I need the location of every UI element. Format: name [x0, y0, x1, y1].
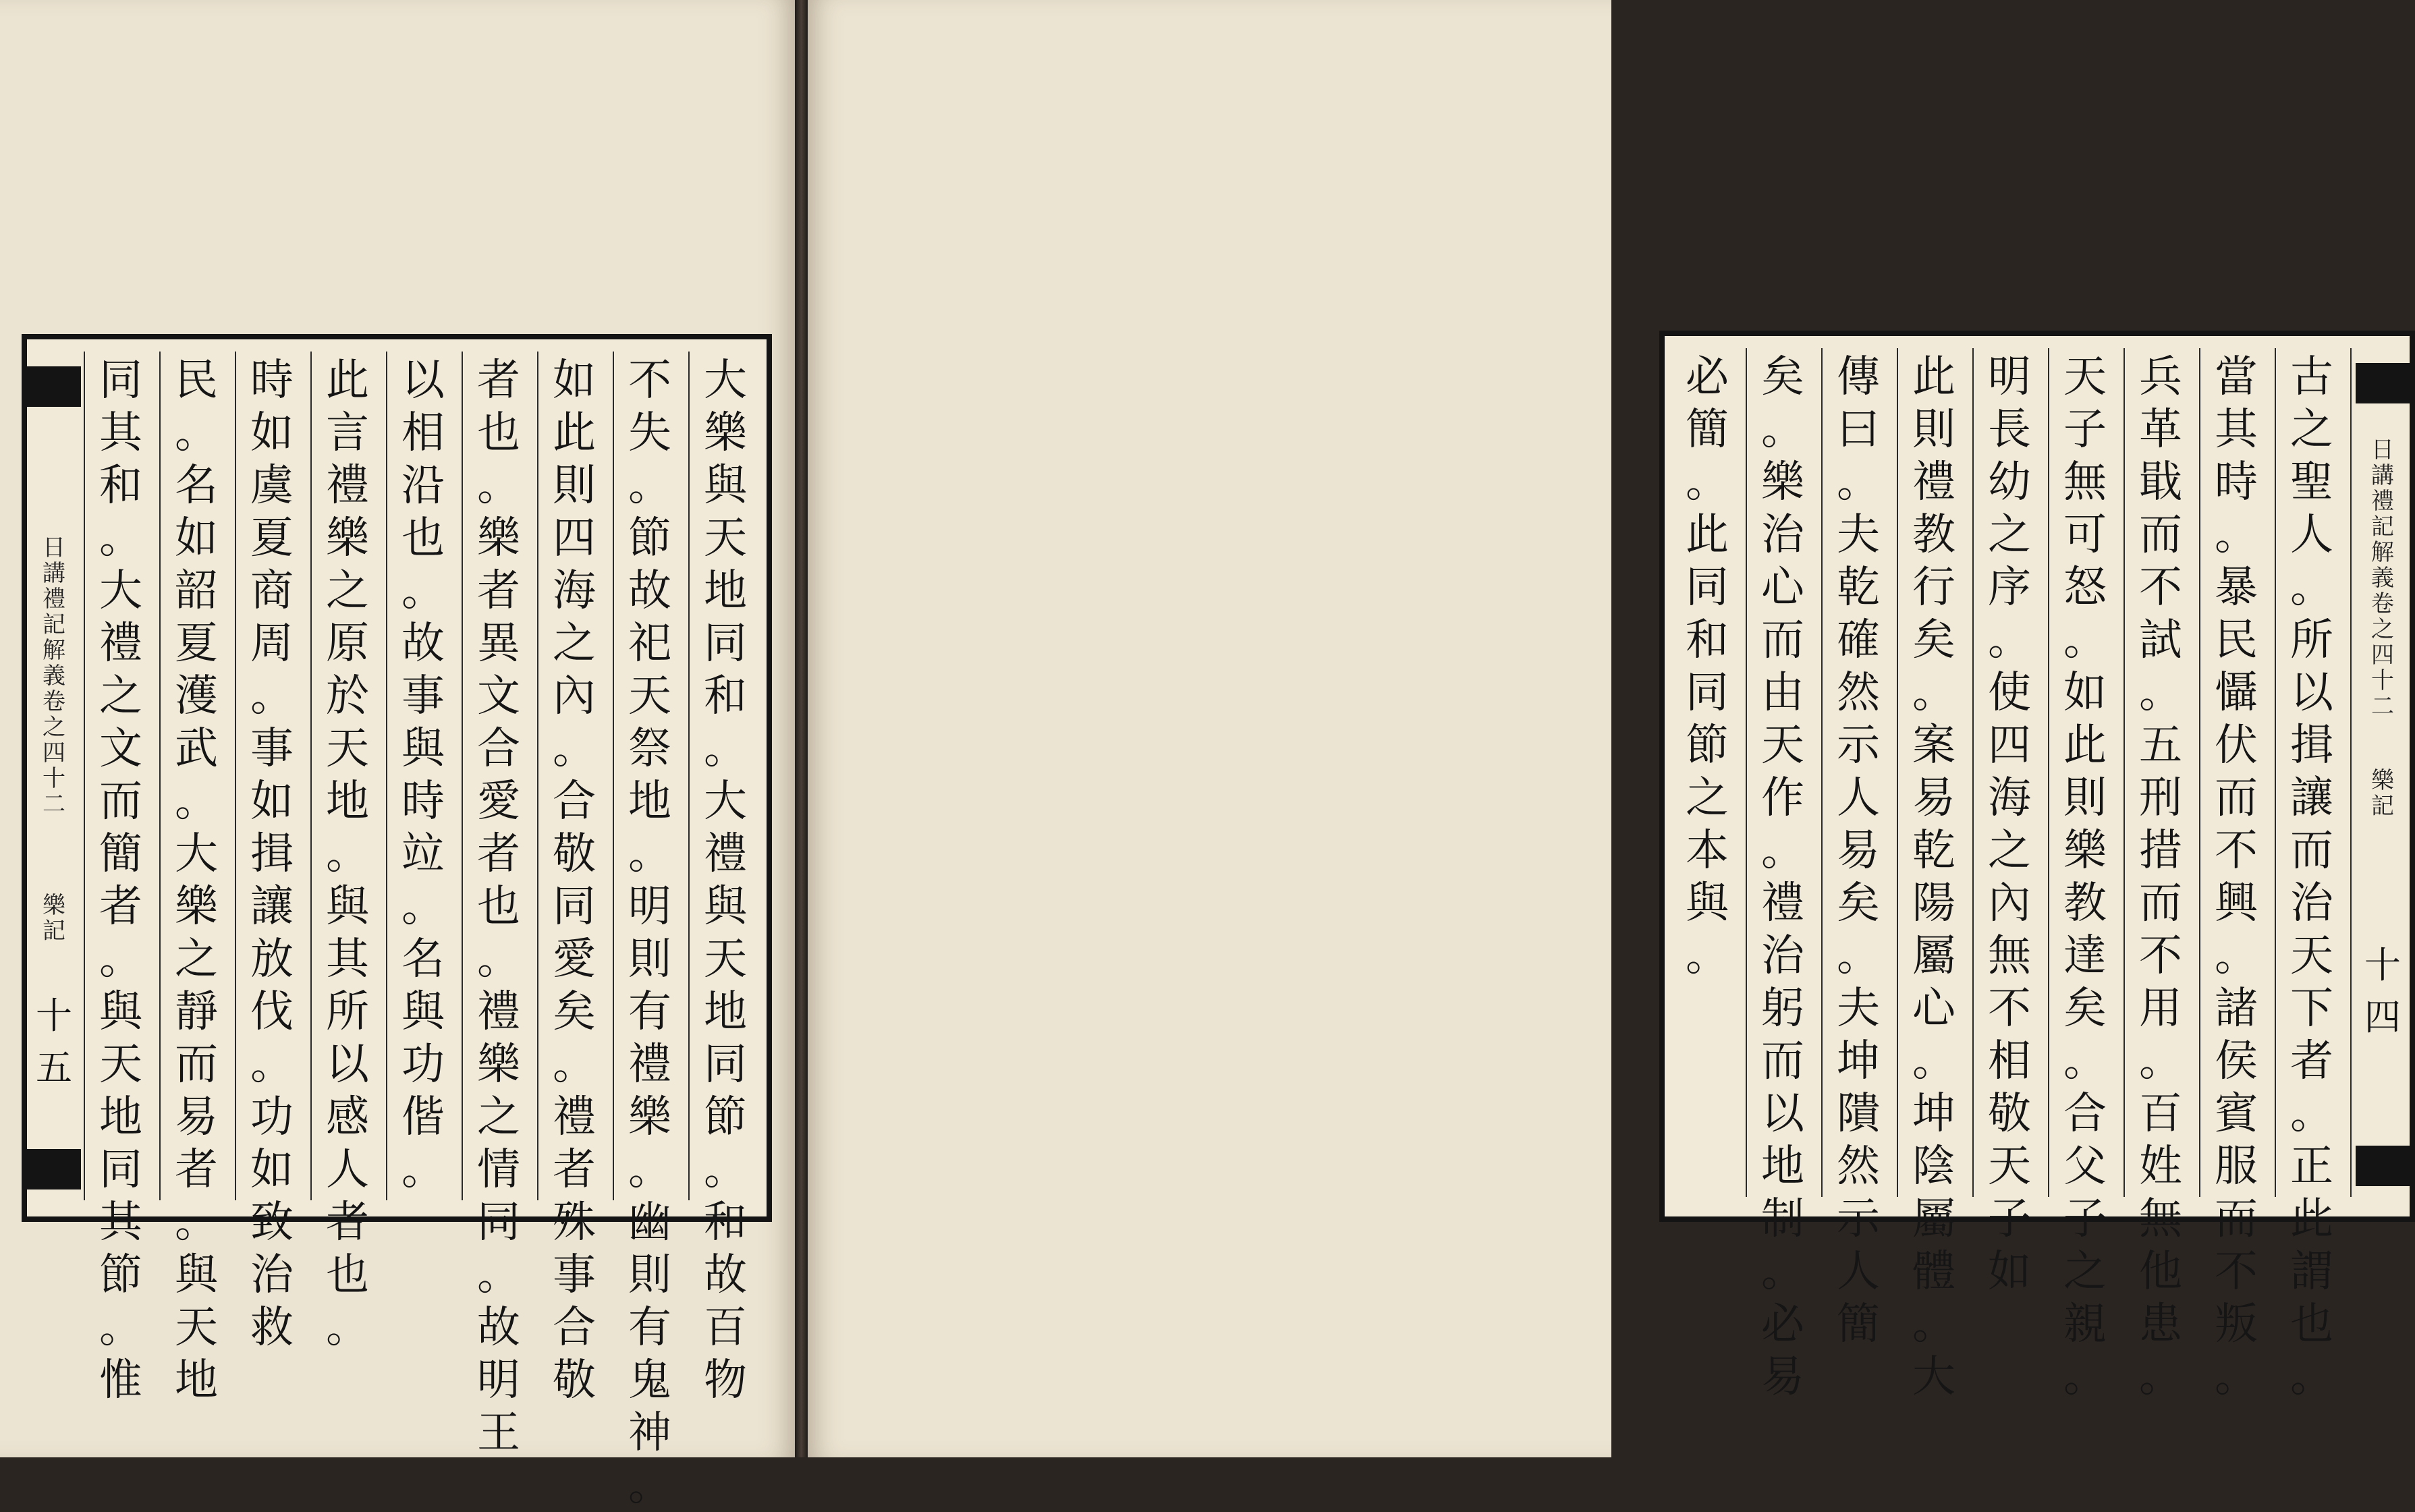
column-rule [537, 352, 538, 1200]
column-rule [688, 352, 690, 1200]
column-rule [613, 352, 614, 1200]
banxin-title: 日 講 禮 記 解 義 卷 之 四 十 二 [43, 534, 65, 818]
text-column: 以 相 沿 也 。 故 事 與 時 竝 。 名 與 功 偕 。 [401, 356, 445, 1195]
column-rule [310, 352, 312, 1200]
banxin-page-number: 十四 [2364, 944, 2401, 1038]
text-column: 古 之 聖 人 。 所 以 揖 讓 而 治 天 下 者 。 正 此 謂 也 。 [2290, 352, 2333, 1402]
column-rule [1972, 348, 1974, 1197]
column-rule [2275, 348, 2276, 1197]
black-fishtail-mark-bottom [27, 1149, 81, 1189]
left-text-frame [22, 334, 772, 1511]
text-column: 此 言 禮 樂 之 原 於 天 地 。 與 其 所 以 感 人 者 也 。 [326, 356, 369, 1353]
banxin-section: 樂 記 [43, 892, 65, 945]
column-rule [2123, 348, 2125, 1197]
banxin-section: 樂 記 [2371, 767, 2394, 820]
right-banxin-margin [2356, 336, 2410, 1202]
text-column: 必 簡 。 此 同 和 同 節 之 本 與 。 [1686, 352, 1729, 981]
text-column: 大 樂 與 天 地 同 和 。 大 禮 與 天 地 同 節 。 和 故 百 物 [704, 356, 747, 1405]
right-leaf [808, 0, 2401, 1457]
banxin-title: 日 講 禮 記 解 義 卷 之 四 十 二 [2371, 437, 2394, 720]
column-rule [159, 352, 161, 1200]
left-leaf [0, 0, 795, 1511]
column-rule [2350, 348, 2352, 1197]
text-column: 民 。 名 如 韶 夏 濩 武 。 大 樂 之 靜 而 易 者 。 與 天 地 [175, 356, 218, 1405]
right-text-frame [1659, 331, 2415, 1402]
column-rule [2048, 348, 2049, 1197]
text-column: 者 也 。 樂 者 異 文 合 愛 者 也 。 禮 樂 之 情 同 。 故 明 王 [477, 356, 520, 1458]
column-rule [386, 352, 387, 1200]
column-rule [1746, 348, 1747, 1197]
column-rule [84, 352, 85, 1200]
black-fishtail-mark [27, 366, 81, 407]
text-column: 矣 。 樂 治 心 而 由 天 作 。 禮 治 躬 而 以 地 制 。 必 易 [1761, 352, 1804, 1402]
column-rule [235, 352, 236, 1200]
text-column: 兵 革 戢 而 不 試 。 五 刑 措 而 不 用 。 百 姓 無 他 患 。 [2139, 352, 2182, 1402]
black-fishtail-mark [2356, 363, 2410, 403]
column-rule [1897, 348, 1898, 1197]
text-column: 當 其 時 。 暴 民 懾 伏 而 不 興 。 諸 侯 賓 服 而 不 叛 。 [2215, 352, 2258, 1402]
text-column: 不 失 。 節 故 祀 天 祭 地 。 明 則 有 禮 樂 。 幽 則 有 鬼 神 。 [628, 356, 671, 1511]
black-fishtail-mark-bottom [2356, 1146, 2410, 1186]
column-rule [462, 352, 463, 1200]
text-column: 此 則 禮 教 行 矣 。 案 易 乾 陽 屬 心 。 坤 陰 屬 體 。 大 [1912, 352, 1955, 1402]
column-rule [1821, 348, 1823, 1197]
text-column: 同 其 和 。 大 禮 之 文 而 簡 者 。 與 天 地 同 其 節 。 惟 [99, 356, 142, 1405]
text-column: 時 如 虞 夏 商 周 。 事 如 揖 讓 放 伐 。 功 如 致 治 救 [250, 356, 294, 1353]
text-column: 如 此 則 四 海 之 內 。 合 敬 同 愛 矣 。 禮 者 殊 事 合 敬 [553, 356, 596, 1405]
book-gutter [795, 0, 808, 1457]
column-rule [2199, 348, 2200, 1197]
text-column: 明 長 幼 之 序 。 使 四 海 之 內 無 不 相 敬 天 子 如 [1988, 352, 2031, 1297]
left-banxin-margin [27, 339, 81, 1206]
banxin-page-number: 十五 [36, 995, 72, 1089]
text-column: 傳 曰 。 夫 乾 確 然 示 人 易 矣 。 夫 坤 隤 然 示 人 簡 [1837, 352, 1880, 1349]
text-column: 天 子 無 可 怒 。 如 此 則 樂 教 達 矣 。 合 父 子 之 親 。 [2063, 352, 2107, 1402]
